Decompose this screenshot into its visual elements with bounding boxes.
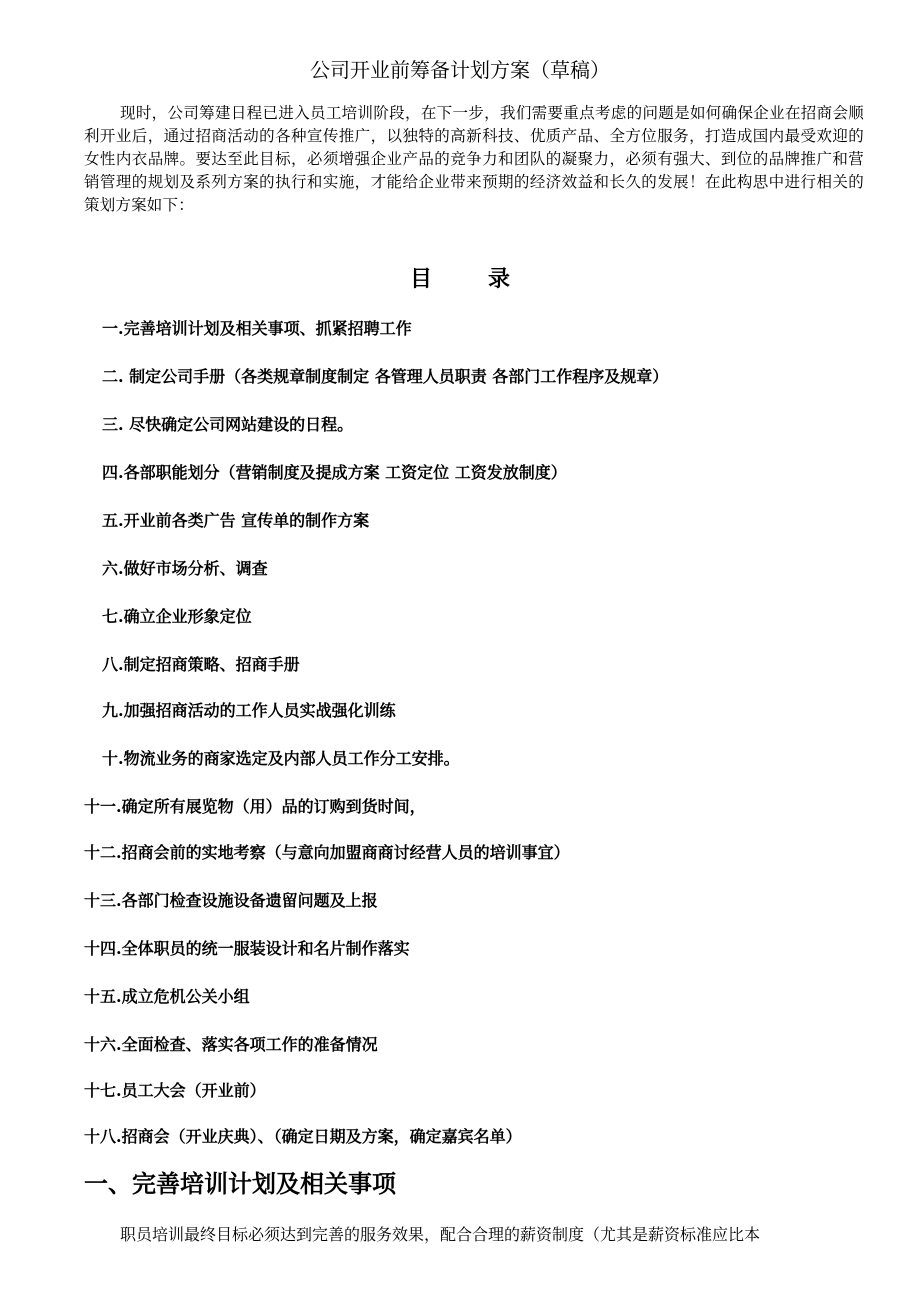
- toc-heading-char-1: 目: [409, 266, 432, 292]
- toc-item: 一.完善培训计划及相关事项、抓紧招聘工作: [102, 319, 412, 338]
- toc-heading-char-2: 录: [488, 266, 511, 292]
- toc-item: 十一.确定所有展览物（用）品的订购到货时间，: [84, 797, 426, 816]
- toc-item: 十五.成立危机公关小组: [84, 987, 250, 1006]
- toc-item: 十四.全体职员的统一服装设计和名片制作落实: [84, 939, 410, 958]
- toc-item: 七.确立企业形象定位: [102, 607, 252, 626]
- toc-item: 十八.招商会（开业庆典）、（确定日期及方案，确定嘉宾名单）: [84, 1127, 522, 1146]
- title-main: 公司开业前筹备计划方案: [310, 58, 530, 82]
- section-paragraph: 职员培训最终目标必须达到完善的服务效果，配合合理的薪资制度（尤其是薪资标准应比本: [120, 1225, 761, 1244]
- toc-item: 十三.各部门检查设施设备遗留问题及上报: [84, 891, 378, 910]
- intro-paragraph: 现时，公司筹建日程已进入员工培训阶段，在下一步，我们需要重点考虑的问题是如何确保企业在招商会顺利开业后，通过招商活动的各种宣传推广，以独特的高新科技、优质产品、全方位服务，打造成国内最受欢迎的女性内衣品牌。要达至此目标，必须增强企业产品的竞争力和团队的凝聚力，必须有强大、到位的品牌推广和营销管理的规划及系列方案的执行和实施，才能给企业带来预期的经济效益和长久的发展！在此构思中进行相关的策划方案如下：: [84, 104, 864, 214]
- toc-item: 五.开业前各类广告 宣传单的制作方案: [102, 511, 370, 530]
- toc-item: 三. 尽快确定公司网站建设的日程。: [102, 415, 354, 434]
- toc-item: 九.加强招商活动的工作人员实战强化训练: [102, 701, 396, 720]
- toc-item: 十七.员工大会（开业前）: [84, 1081, 266, 1100]
- toc-item: 八.制定招商策略、招商手册: [102, 655, 300, 674]
- section-heading: 一、完善培训计划及相关事项: [84, 1170, 396, 1198]
- toc-item: 六.做好市场分析、调查: [102, 559, 268, 578]
- toc-heading: [0, 262, 920, 293]
- toc-item: 二. 制定公司手册（各类规章制度制定 各管理人员职责 各部门工作程序及规章）: [102, 367, 669, 386]
- toc-item: 十二.招商会前的实地考察（与意向加盟商商讨经营人员的培训事宜）: [84, 843, 570, 862]
- toc-item: 四.各部职能划分（营销制度及提成方案 工资定位 工资发放制度）: [102, 463, 567, 482]
- toc-item: 十.物流业务的商家选定及内部人员工作分工安排。: [102, 749, 460, 768]
- document-title: [0, 56, 920, 84]
- toc-item: 十六.全面检查、落实各项工作的准备情况: [84, 1035, 378, 1054]
- title-suffix: （草稿）: [530, 58, 610, 82]
